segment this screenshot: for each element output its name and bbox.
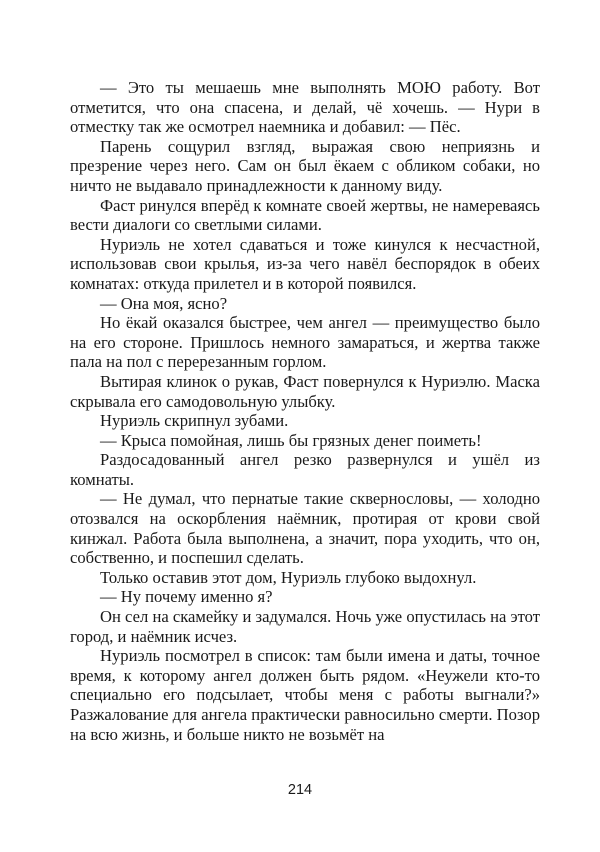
paragraph: — Не думал, что пернатые такие сквернословы, — холодно отозвался на оскорбления наёмник, протирая от крови свой кинжал. Работа была выполнена, а значит, пора уходить, что он, собственно, и поспешил сделать. bbox=[70, 489, 540, 568]
paragraph: Нуриэль скрипнул зубами. bbox=[100, 411, 289, 431]
paragraph: Нуриэль не хотел сдаваться и тоже кинулся к несчастной, использовав свои крылья, из-за чего навёл беспорядок в обеих комнатах: откуда прилетел и в которой появился. bbox=[70, 234, 540, 293]
paragraph: Фаст ринулся вперёд к комнате своей жертвы, не намереваясь вести диалоги со светлыми силами. bbox=[70, 195, 540, 235]
paragraph: Вытирая клинок о рукав, Фаст повернулся к Нуриэлю. Маска скрывала его самодовольную улыбку. bbox=[70, 371, 540, 411]
paragraph: — Ну почему именно я? bbox=[100, 587, 273, 607]
paragraph: — Это ты мешаешь мне выполнять МОЮ работу. Вот отметится, что она спасена, и делай, чё хочешь. — Нури в отместку так же осмотрел наемника и добавил: — Пёс. bbox=[70, 78, 540, 137]
paragraph: Он сел на скамейку и задумался. Ночь уже опустилась на этот город, и наёмник исчез. bbox=[70, 607, 540, 646]
paragraph: Нуриэль посмотрел в список: там были имена и даты, точное время, к которому ангел должен быть рядом. «Неужели кто-то специально его подсылает, чтобы меня с работы выгнали?» Разжалование для ангела практически равносильно смерти. Позор на всю жизнь, и больше никто не возьмёт на bbox=[70, 646, 540, 744]
paragraph: Только оставив этот дом, Нуриэль глубоко выдохнул. bbox=[100, 567, 477, 587]
paragraph: — Крыса помойная, лишь бы грязных денег поиметь! bbox=[100, 430, 482, 450]
paragraph: — Она моя, ясно? bbox=[100, 293, 228, 313]
paragraph: Парень сощурил взгляд, выражая свою неприязнь и презрение через него. Сам он был ёкаем с обликом собаки, но ничто не выдавало принадлежности к данному виду. bbox=[70, 136, 540, 195]
paragraph: Раздосадованный ангел резко развернулся и ушёл из комнаты. bbox=[70, 450, 540, 489]
page-body bbox=[70, 78, 540, 778]
page-number: 214 bbox=[287, 782, 313, 798]
paragraph: Но ёкай оказался быстрее, чем ангел — преимущество было на его стороне. Пришлось немного замараться, и жертва также пала на пол с перерезанным горлом. bbox=[70, 313, 540, 372]
